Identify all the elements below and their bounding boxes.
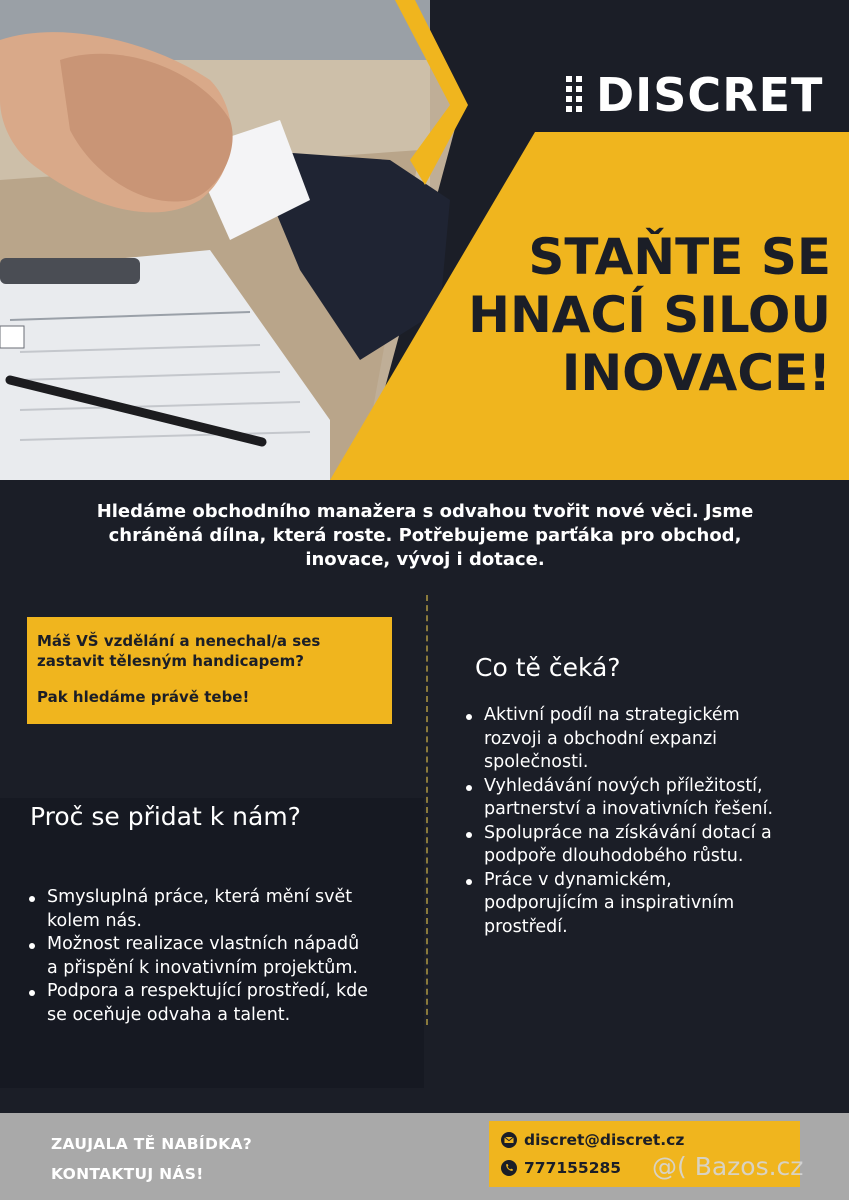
cta-line: ZAUJALA TĚ NABÍDKA? (51, 1135, 253, 1153)
offer-list (463, 704, 833, 939)
cta-line: KONTAKTUJ NÁS! (51, 1165, 204, 1183)
brand-logo (566, 68, 836, 122)
intro-text (40, 500, 810, 572)
callout-answer: Pak hledáme právě tebe! (37, 688, 250, 706)
email-link[interactable] (501, 1131, 684, 1149)
headline-line: STAŇTE SE (528, 228, 831, 286)
headline-line: HNACÍ SILOU (468, 286, 831, 344)
candidate-callout (27, 617, 392, 724)
logo-text: DISCRET (596, 68, 824, 122)
intro-line: Hledáme obchodního manažera s odvahou tvořit nové věci. Jsme (96, 501, 754, 522)
list-item: Práce v dynamickém, podporujícím a inspirativním prostředí. (463, 869, 833, 940)
callout-question-line: zastavit tělesným handicapem? (37, 652, 304, 670)
phone-text: 777155285 (524, 1159, 622, 1177)
bazos-watermark: @( Bazos.cz (652, 1152, 804, 1181)
list-item: Možnost realizace vlastních nápadů a přispění k inovativním projektům. (26, 933, 421, 980)
phone-link[interactable] (501, 1159, 621, 1177)
footer-cta (51, 1129, 252, 1189)
list-item: Podpora a respektující prostředí, kde se oceňuje odvaha a talent. (26, 980, 421, 1027)
headline (351, 228, 831, 402)
list-item: Spolupráce na získávání dotací a podpoře dlouhodobého růstu. (463, 822, 833, 869)
why-title: Proč se přidat k nám? (30, 802, 301, 831)
list-item: Smysluplná práce, která mění svět kolem nás. (26, 886, 421, 933)
mail-icon (501, 1132, 517, 1148)
list-item: Vyhledávání nových příležitostí, partnerství a inovativních řešení. (463, 775, 833, 822)
intro-line: inovace, vývoj i dotace. (305, 549, 545, 570)
logo-mark-icon (566, 76, 592, 116)
hero-section (0, 0, 849, 480)
offer-title: Co tě čeká? (475, 653, 621, 682)
contact-footer (0, 1113, 849, 1200)
why-list (26, 886, 421, 1027)
list-item: Aktivní podíl na strategickém rozvoji a obchodní expanzi společnosti. (463, 704, 833, 775)
callout-question-line: Máš VŠ vzdělání a nenechal/a ses (37, 632, 321, 650)
phone-icon (501, 1160, 517, 1176)
email-text: discret@discret.cz (524, 1131, 685, 1149)
intro-line: chráněná dílna, která roste. Potřebujeme parťáka pro obchod, (108, 525, 742, 546)
headline-line: INOVACE! (561, 344, 831, 402)
column-divider (426, 595, 428, 1025)
